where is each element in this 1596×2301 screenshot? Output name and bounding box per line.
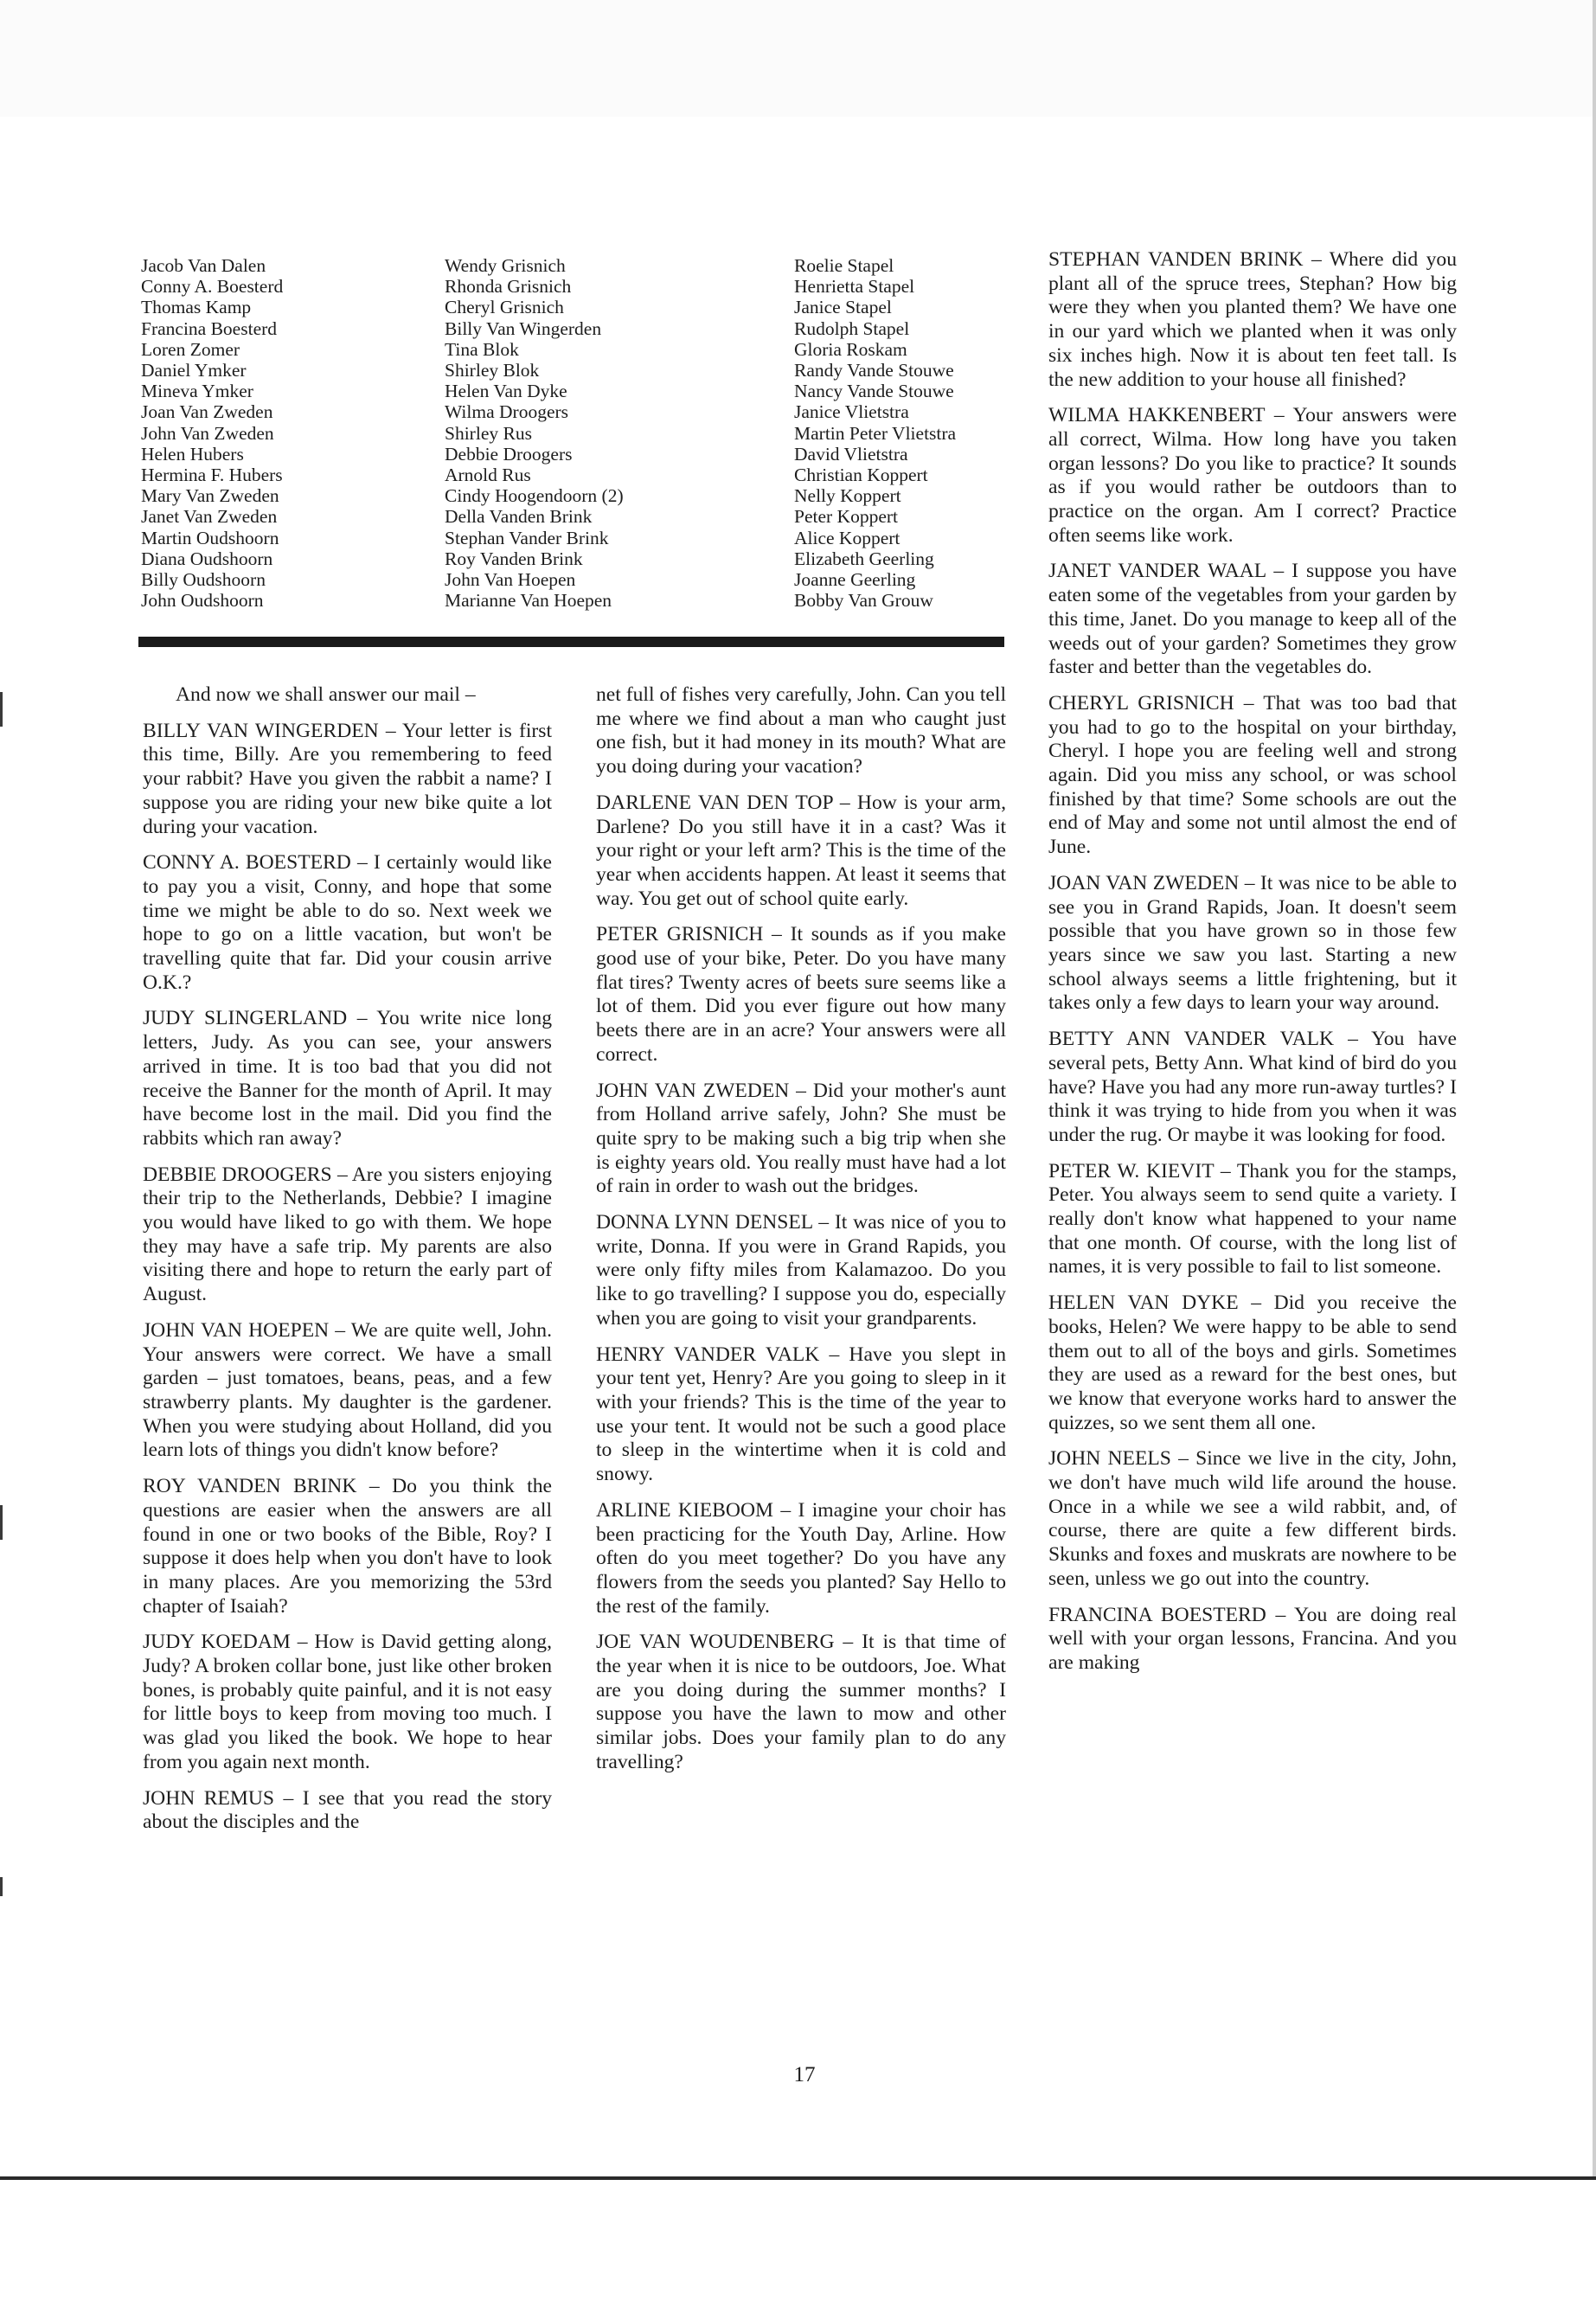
page-number: 17 xyxy=(793,2063,816,2086)
name-entry: Debbie Droogers xyxy=(445,443,573,465)
name-entry: Alice Koppert xyxy=(794,527,901,548)
name-entry: John Oudshoorn xyxy=(141,590,264,612)
letter-reply: JOHN REMUS – I see that you read the story about the disciples and the xyxy=(143,1786,552,1834)
name-entry: Janet Van Zweden xyxy=(141,506,278,528)
name-entry: Arnold Rus xyxy=(445,465,531,486)
names-column-1 xyxy=(141,255,283,611)
name-entry: Cindy Hoogendoorn (2) xyxy=(445,485,624,507)
name-entry: Stephan Vander Brink xyxy=(445,527,609,548)
letter-reply: STEPHAN VANDEN BRINK – Where did you plant all of the spruce trees, Stephan? How big were they when you planted them? We have one in our yard which we planted when it was only six inches high. Now it is about ten feet tall. Is the new addition to your house all finished? xyxy=(1048,248,1457,391)
letter-reply: ROY VANDEN BRINK – Do you think the questions are easier when the answers are all found in one or two books of the Bible, Roy? I suppose it does help when you don't have to look in many places. Are you memorizing the 53rd chapter of Isaiah? xyxy=(143,1475,552,1618)
name-entry: Janice Stapel xyxy=(794,297,892,318)
name-entry: Helen Van Dyke xyxy=(445,381,567,402)
letter-reply: HELEN VAN DYKE – Did you receive the books, Helen? We were happy to be able to send them out to all of the boys and girls. Sometimes they are used as a reward for the best ones, but we know that everyone works hard to answer the quizzes, so we sent them all one. xyxy=(1048,1292,1457,1434)
scan-right-edge xyxy=(1593,0,1596,2180)
name-entry: Francina Boesterd xyxy=(141,317,278,339)
section-divider-rule xyxy=(138,637,1004,647)
letter-reply: JUDY KOEDAM – How is David getting along, Judy? A broken collar bone, just like other broken bones, is probably quite painful, and it is not easy for little boys to keep from moving too much. I was glad you liked the book. We hope to hear from you again next month. xyxy=(143,1631,552,1773)
letter-reply: JOHN VAN HOEPEN – We are quite well, John. Your answers were correct. We have a small garden – just tomatoes, beans, peas, and a few strawberry plants. My daughter is the gardener. When you were studying about Holland, did you learn lots of things you didn't know before? xyxy=(143,1318,552,1462)
name-entry: Roy Vanden Brink xyxy=(445,548,583,569)
name-entry: Shirley Rus xyxy=(445,422,532,444)
letter-reply: JANET VANDER WAAL – I suppose you have eaten some of the vegetables from your garden by this time, Janet. Do you manage to keep all of the weeds out of your garden? Sometimes they grow faster and better than the vegetables do. xyxy=(1048,560,1457,679)
letter-reply: CONNY A. BOESTERD – I certainly would like to pay you a visit, Conny, and hope that some time we might be able to do so. Next week we hope to go on a little vacation, but won't be travelling quite that far. Did your cousin arrive O.K.? xyxy=(143,851,552,994)
letter-reply: WILMA HAKKENBERT – Your answers were all correct, Wilma. How long have you taken organ lessons? Do you like to practice? It sounds as if you would rather be outdoors than to practice on the organ. Am I correct? Practice often seems like work. xyxy=(1048,404,1457,547)
name-entry: Gloria Roskam xyxy=(794,338,907,360)
scan-top-margin xyxy=(0,0,1596,117)
mail-intro: And now we shall answer our mail – xyxy=(176,683,476,706)
letter-reply: BETTY ANN VANDER VALK – You have several pets, Betty Ann. What kind of bird do you have? Have you had any more run-away turtles? I think it was trying to hide from you when it was under the rug. Or maybe it was looking for food. xyxy=(1048,1028,1457,1146)
name-entry: Joan Van Zweden xyxy=(141,401,273,423)
name-entry: Rudolph Stapel xyxy=(794,317,910,339)
name-entry: Wilma Droogers xyxy=(445,401,569,423)
name-entry: Shirley Blok xyxy=(445,360,540,381)
scan-left-mark xyxy=(0,1505,3,1540)
name-entry: John Van Zweden xyxy=(141,422,274,444)
letter-reply: ARLINE KIEBOOM – I imagine your choir has been practicing for the Youth Day, Arline. How often do you meet together? Do you have any flowers from the seeds you planted? Say Hello to the rest of the family. xyxy=(596,1498,1006,1618)
letter-reply: PETER W. KIEVIT – Thank you for the stamps, Peter. You always seem to send quite a variety. I really don't know what happened to your name that one month. Of course, with the long list of names, it is very possible to fail to list someone. xyxy=(1048,1159,1457,1279)
name-entry: Marianne Van Hoepen xyxy=(445,590,612,612)
name-entry: Martin Oudshoorn xyxy=(141,527,279,548)
names-column-3 xyxy=(794,255,956,611)
letter-reply: DONNA LYNN DENSEL – It was nice of you to write, Donna. If you were in Grand Rapids, you were only fifty miles from Kalamazoo. Do you like to go travelling? I suppose you do, especially when you are going to visit your grandparents. xyxy=(596,1211,1006,1330)
name-entry: Joanne Geerling xyxy=(794,569,916,591)
name-entry: Randy Vande Stouwe xyxy=(794,360,954,381)
name-entry: Roelie Stapel xyxy=(794,255,894,276)
letters-column-2 xyxy=(596,683,1006,1787)
letter-reply: net full of fishes very carefully, John. Can you tell me where we find about a man who caught just one fish, but it had money in its mouth? What are you doing during your vacation? xyxy=(596,683,1006,779)
name-entry: Loren Zomer xyxy=(141,338,240,360)
name-entry: Elizabeth Geerling xyxy=(794,548,934,569)
name-entry: Billy Oudshoorn xyxy=(141,569,266,591)
name-entry: Nancy Vande Stouwe xyxy=(794,381,954,402)
scan-left-mark xyxy=(0,1877,3,1896)
name-entry: Rhonda Grisnich xyxy=(445,276,572,298)
name-entry: Janice Vlietstra xyxy=(794,401,909,423)
scan-left-mark xyxy=(0,692,3,727)
name-entry: Henrietta Stapel xyxy=(794,276,915,298)
letter-reply: HENRY VANDER VALK – Have you slept in your tent yet, Henry? Are you going to sleep in it with your friends? This is the time of the year to use your tent. It would not be such a good place to sleep in the wintertime when it is cold and snowy. xyxy=(596,1343,1006,1486)
letter-reply: DARLENE VAN DEN TOP – How is your arm, Darlene? Do you still have it in a cast? Was it your right or your left arm? This is the time of the year when accidents happen. At least it seems that way. You get out of school quite early. xyxy=(596,791,1006,910)
letter-reply: JOAN VAN ZWEDEN – It was nice to be able to see you in Grand Rapids, Joan. It doesn't seem possible that you have grown so in those few years since we saw you last. Starting a new school always seems a little frightening, but it takes only a few days to learn your way around. xyxy=(1048,871,1457,1015)
scan-bottom-edge xyxy=(0,2176,1596,2180)
name-entry: David Vlietstra xyxy=(794,443,908,465)
letter-reply: DEBBIE DROOGERS – Are you sisters enjoying their trip to the Netherlands, Debbie? I imagine you would have liked to go with them. We hope they may have a safe trip. My parents are also visiting there and hope to return the early part of August. xyxy=(143,1163,552,1306)
names-column-2 xyxy=(445,255,624,611)
name-entry: John Van Hoepen xyxy=(445,569,576,591)
letter-reply: JOHN VAN ZWEDEN – Did your mother's aunt from Holland arrive safely, John? She must be quite spry to be making such a big trip when she is eighty years old. You really must have had a lot of rain in order to wash out the bridges. xyxy=(596,1079,1006,1198)
name-entry: Martin Peter Vlietstra xyxy=(794,422,957,444)
letters-column-3 xyxy=(1048,248,1457,1688)
name-entry: Mineva Ymker xyxy=(141,381,253,402)
name-entry: Wendy Grisnich xyxy=(445,255,566,276)
name-entry: Jacob Van Dalen xyxy=(141,255,266,276)
letter-reply: JUDY SLINGERLAND – You write nice long letters, Judy. As you can see, your answers arrived in time. It is too bad that you did not receive the Banner for the month of April. It may have become lost in the mail. Did you find the rabbits which ran away? xyxy=(143,1007,552,1150)
letters-column-1 xyxy=(143,683,552,1847)
name-entry: Christian Koppert xyxy=(794,465,928,486)
letter-reply: BILLY VAN WINGERDEN – Your letter is first this time, Billy. Are you remembering to feed your rabbit? Have you given the rabbit a name? I suppose you are riding your new bike quite a lot during your vacation. xyxy=(143,719,552,838)
name-entry: Mary Van Zweden xyxy=(141,485,279,507)
name-entry: Daniel Ymker xyxy=(141,360,247,381)
name-entry: Hermina F. Hubers xyxy=(141,465,283,486)
name-entry: Bobby Van Grouw xyxy=(794,590,933,612)
letter-reply: CHERYL GRISNICH – That was too bad that you had to go to the hospital on your birthday, Cheryl. I hope you are feeling well and strong again. Did you miss any school, or was school finished by that time? Some schools are out the end of May and some not until almost the end of June. xyxy=(1048,691,1457,859)
name-entry: Tina Blok xyxy=(445,338,519,360)
name-entry: Peter Koppert xyxy=(794,506,899,528)
name-entry: Nelly Koppert xyxy=(794,485,901,507)
letter-reply: FRANCINA BOESTERD – You are doing real well with your organ lessons, Francina. And you are making xyxy=(1048,1603,1457,1674)
name-entry: Della Vanden Brink xyxy=(445,506,593,528)
name-entry: Thomas Kamp xyxy=(141,297,252,318)
name-entry: Diana Oudshoorn xyxy=(141,548,273,569)
name-entry: Helen Hubers xyxy=(141,443,244,465)
letter-reply: PETER GRISNICH – It sounds as if you make good use of your bike, Peter. Do you have many flat tires? Twenty acres of beets sure seems like a lot of them. Did you ever figure out how many beets there are in an acre? Your answers were all correct. xyxy=(596,923,1006,1066)
name-entry: Conny A. Boesterd xyxy=(141,276,284,298)
name-entry: Billy Van Wingerden xyxy=(445,317,602,339)
name-entry: Cheryl Grisnich xyxy=(445,297,564,318)
letter-reply: JOHN NEELS – Since we live in the city, John, we don't have much wild life around the house. Once in a while we see a wild rabbit, and, of course, there are quite a few different birds. Skunks and foxes and muskrats are nowhere to be seen, unless we go out into the country. xyxy=(1048,1447,1457,1590)
letter-reply: JOE VAN WOUDENBERG – It is that time of the year when it is nice to be outdoors, Joe. What are you doing during the summer months? I suppose you have the lawn to mow and other similar jobs. Does your family plan to do any travelling? xyxy=(596,1631,1006,1773)
